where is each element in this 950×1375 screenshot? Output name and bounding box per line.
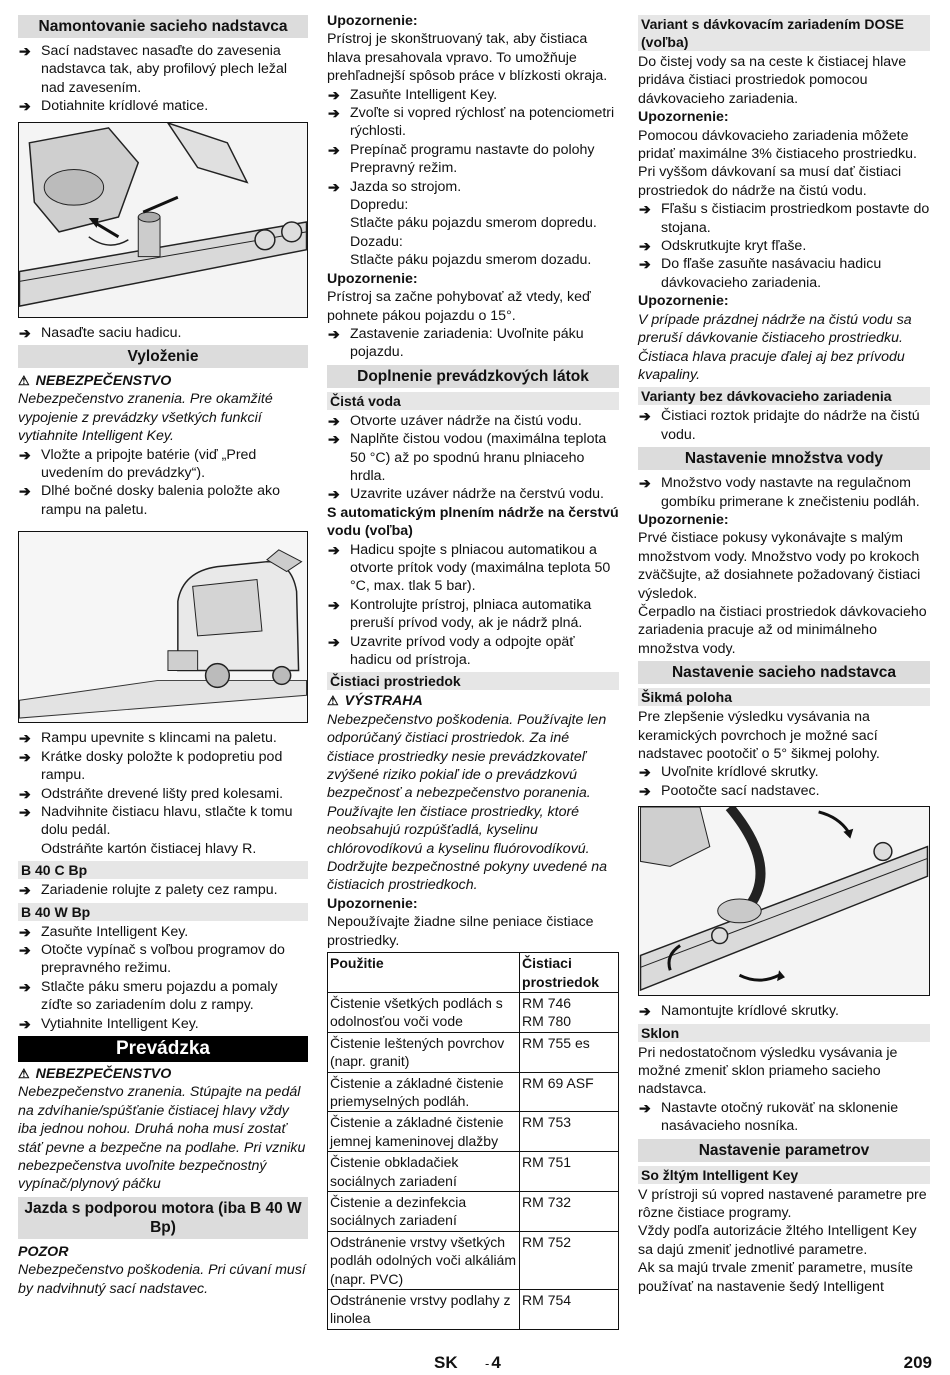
paragraph: Do čistej vody sa na ceste k čistiacej hlave pridáva čistiaci prostriedok pomocou dávkovacieho zariadenia. bbox=[638, 54, 907, 107]
note-title: Upozornenie: bbox=[638, 109, 729, 126]
step-text: Vložte a pripojte batérie (viď „Pred uvedením do prevádzky“). bbox=[41, 446, 257, 482]
usage-cell: Čistenie obkladačiek sociálnych zariadení bbox=[328, 1152, 520, 1192]
danger-title: NEBEZPEČENSTVO bbox=[35, 373, 172, 390]
figure-suction-mount bbox=[18, 122, 308, 318]
step-text: Nastavte otočný rukoväť na sklonenie nasávacieho nosníka. bbox=[661, 1099, 899, 1135]
step bbox=[18, 748, 308, 785]
step bbox=[638, 763, 930, 781]
usage-cell: Čistenie a dezinfekcia sociálnych zariadení bbox=[328, 1191, 520, 1231]
heading-fill: Doplnenie prevádzkových látok bbox=[327, 365, 619, 388]
step-text: Zasuňte Intelligent Key. bbox=[41, 923, 189, 940]
arrow-icon: ➔ bbox=[328, 412, 340, 429]
step bbox=[638, 1002, 930, 1020]
step bbox=[327, 86, 619, 104]
step bbox=[18, 324, 308, 342]
table-row bbox=[328, 992, 619, 1032]
step bbox=[638, 1099, 930, 1136]
usage-cell: Čistenie a základné čistenie jemnej kameninovej dlažby bbox=[328, 1112, 520, 1152]
warning-icon: ⚠ bbox=[18, 1065, 30, 1081]
detergent-cell: RM 752 bbox=[520, 1231, 619, 1289]
danger-text: Nebezpečenstvo zranenia. Pre okamžité vypojenie z prevádzky všetkých funkcií vytiahnite Intelligent Key. bbox=[18, 391, 273, 445]
step bbox=[638, 782, 930, 800]
heading-mount: Namontovanie sacieho nadstavca bbox=[18, 15, 308, 38]
heading-operation: Prevádzka bbox=[18, 1036, 308, 1062]
arrow-icon: ➔ bbox=[19, 882, 31, 899]
step-text: Hadicu spojte s plniacou automatikou a otvorte prítok vody (maximálna teplota 50 °C, max. tlak 5 bar). bbox=[350, 541, 611, 595]
arrow-icon: ➔ bbox=[639, 201, 651, 218]
step-text: Otočte vypínač s voľbou programov do prepravného režimu. bbox=[41, 941, 285, 977]
step bbox=[327, 633, 619, 670]
step-text: Otvorte uzáver nádrže na čistú vodu. bbox=[350, 412, 582, 429]
detergent-cell: RM 746 RM 780 bbox=[520, 992, 619, 1032]
section-page bbox=[485, 1354, 501, 1373]
figure-suction-rotate-drawing bbox=[639, 807, 929, 995]
step-text: Rampu upevnite s klincami na paletu. bbox=[41, 730, 277, 747]
arrow-icon: ➔ bbox=[19, 803, 31, 820]
step-text: Vytiahnite Intelligent Key. bbox=[41, 1015, 199, 1032]
table-row bbox=[328, 1231, 619, 1289]
detergent-cell: RM 755 es bbox=[520, 1032, 619, 1072]
step bbox=[18, 97, 308, 115]
warning-icon: ⚠ bbox=[18, 373, 30, 389]
arrow-icon: ➔ bbox=[328, 486, 340, 503]
arrow-icon: ➔ bbox=[328, 431, 340, 448]
detergent-table bbox=[327, 952, 619, 1330]
step-text: Jazda so strojom. bbox=[350, 178, 462, 195]
arrow-icon: ➔ bbox=[328, 178, 340, 195]
arrow-icon: ➔ bbox=[19, 941, 31, 958]
note-text: Čerpadlo na čistiaci prostriedok dávkovacieho zariadenia pracuje až od minimálneho množstva vody. bbox=[638, 603, 927, 657]
step bbox=[638, 237, 930, 255]
arrow-icon: ➔ bbox=[639, 238, 651, 255]
step-text: Fľašu s čistiacim prostriedkom postavte do stojana. bbox=[661, 201, 930, 236]
note-text: Prístroj je skonštruovaný tak, aby čistiaca hlava presahovala vpravo. To umožňuje prehľadnejší spôsob práce v blízkosti okraja. bbox=[327, 31, 608, 85]
figure-suction-mount-drawing bbox=[19, 123, 307, 317]
heading-suction-setting: Nastavenie sacieho nadstavca bbox=[638, 661, 930, 684]
step bbox=[327, 596, 619, 633]
step-text: Dotiahnite krídlové matice. bbox=[41, 98, 209, 115]
arrow-icon: ➔ bbox=[19, 98, 31, 115]
warning-icon: ⚠ bbox=[327, 693, 339, 709]
figure-suction-rotate bbox=[638, 806, 930, 996]
step-text: Odstráňte drevené lišty pred kolesami. bbox=[41, 785, 284, 802]
step bbox=[18, 785, 308, 803]
step-text: Odskrutkujte kryt fľaše. bbox=[661, 238, 807, 255]
arrow-icon: ➔ bbox=[19, 1015, 31, 1032]
arrow-icon: ➔ bbox=[19, 785, 31, 802]
heading-no-dose: Varianty bez dávkovacieho zariadenia bbox=[638, 387, 930, 405]
step bbox=[18, 941, 308, 978]
step bbox=[18, 1015, 308, 1033]
table-row bbox=[328, 1152, 619, 1192]
backward-label: Dozadu: bbox=[350, 233, 403, 250]
step-text: Nasaďte saciu hadicu. bbox=[41, 324, 182, 341]
column-1 bbox=[18, 12, 308, 1298]
arrow-icon: ➔ bbox=[19, 730, 31, 747]
danger-heading bbox=[18, 1065, 308, 1083]
page-dash: - bbox=[485, 1356, 490, 1371]
step-text: Pootočte sací nadstavec. bbox=[661, 782, 820, 799]
step bbox=[638, 407, 930, 444]
arrow-icon: ➔ bbox=[328, 86, 340, 103]
detergent-cell: RM 732 bbox=[520, 1191, 619, 1231]
step bbox=[18, 42, 308, 97]
heading-motor-drive: Jazda s podporou motora (iba B 40 W Bp) bbox=[18, 1197, 308, 1239]
arrow-icon: ➔ bbox=[328, 596, 340, 613]
step bbox=[638, 200, 930, 237]
step bbox=[327, 325, 619, 362]
step-text: Zasuňte Intelligent Key. bbox=[350, 86, 498, 103]
danger-text: Nebezpečenstvo zranenia. Stúpajte na pedál na zdvíhanie/spúšťanie čistiacej hlavy vždy iba jednou nohou. Druhá noha musí zostať stáť pevne a bezpečne na podlahe. Pri vzniku nebezpečenstva uvoľnite bezpečnostný vypínač/plynový páčku bbox=[18, 1084, 306, 1193]
arrow-icon: ➔ bbox=[19, 483, 31, 500]
note-title: Upozornenie: bbox=[638, 293, 729, 310]
step bbox=[638, 474, 930, 511]
heading-unload: Vyloženie bbox=[18, 345, 308, 368]
heading-yellow-key: So žltým Intelligent Key bbox=[638, 1166, 930, 1184]
arrow-icon: ➔ bbox=[639, 475, 651, 492]
table-header-row bbox=[328, 953, 619, 993]
arrow-icon: ➔ bbox=[639, 782, 651, 799]
arrow-icon: ➔ bbox=[328, 633, 340, 650]
note-title: Upozornenie: bbox=[327, 13, 418, 29]
step-text: Do fľaše zasuňte nasávaciu hadicu dávkovacieho zariadenia. bbox=[661, 256, 882, 291]
danger-heading bbox=[18, 372, 308, 390]
column-header: Použitie bbox=[328, 953, 520, 993]
arrow-icon: ➔ bbox=[328, 325, 340, 342]
arrow-icon: ➔ bbox=[639, 764, 651, 781]
column-3 bbox=[638, 12, 930, 1296]
step-continuation: Odstráňte kartón čistiacej hlavy R. bbox=[41, 840, 257, 857]
auto-fill-title: S automatickým plnením nádrže na čerstvú vodu (voľba) bbox=[327, 504, 619, 540]
paragraph: V prístroji sú vopred nastavené parametre pre rôzne čistiace programy. bbox=[638, 1186, 927, 1222]
column-header: Čistiaci prostriedok bbox=[520, 953, 619, 993]
step-text: Stlačte páku smeru pojazdu a pomaly zíďte so zariadením dolu z rampy. bbox=[41, 978, 278, 1014]
step bbox=[327, 104, 619, 141]
step-text: Zastavenie zariadenia: Uvoľnite páku pojazdu. bbox=[350, 325, 584, 361]
step-text: Naplňte čistou vodou (maximálna teplota 50 °C) až po spodnú hranu plniaceho hrdla. bbox=[350, 431, 607, 484]
heading-detergent: Čistiaci prostriedok bbox=[327, 672, 619, 690]
paragraph: Pri nedostatočnom výsledku vysávania je možné zmeniť sklon priameho sacieho nadstavca. bbox=[638, 1044, 898, 1098]
figure-machine-ramp bbox=[18, 531, 308, 723]
detergent-cell: RM 754 bbox=[520, 1290, 619, 1330]
step bbox=[327, 485, 619, 503]
caution-text: Nebezpečenstvo poškodenia. Pri cúvaní musí by nadvihnutý sací nadstavec. bbox=[18, 1262, 306, 1297]
forward-text: Stlačte páku pojazdu smerom dopredu. bbox=[350, 215, 597, 232]
table-row bbox=[328, 1032, 619, 1072]
step-text: Krátke dosky položte k podopretiu pod rampu. bbox=[41, 748, 283, 784]
table-row bbox=[328, 1290, 619, 1330]
usage-cell: Čistenie a základné čistenie priemyselných podláh. bbox=[328, 1072, 520, 1112]
detergent-cell: RM 753 bbox=[520, 1112, 619, 1152]
paragraph: Vždy podľa autorizácie žltého Intelligent Key sa dajú zmeniť jednotlivé parametre. bbox=[638, 1223, 917, 1258]
step-text: Čistiaci roztok pridajte do nádrže na čistú vodu. bbox=[661, 408, 920, 443]
column-2 bbox=[327, 12, 619, 1330]
step-text: Uvoľnite krídlové skrutky. bbox=[661, 764, 819, 781]
warning-text: Nebezpečenstvo poškodenia. Používajte len odporúčaný čistiaci prostriedok. Za iné čistiace prostriedky nesie prevádzkovateľ zvýšené riziko pokiaľ ide o prevádzkovú bezpečnosť a nebezpečenstvo poranenia. Používajte len čistiace prostriedky, ktoré neobsahujú rozpúšťadlá, kyselinu chlórovodíkovú a kyselinu fluórovodíkovú. Dodržujte bezpečnostné pokyny uvedené na čistiacich prostriedkoch. bbox=[327, 711, 608, 894]
warning-title: VÝSTRAHA bbox=[344, 693, 423, 710]
detergent-cell: RM 69 ASF bbox=[520, 1072, 619, 1112]
arrow-icon: ➔ bbox=[19, 324, 31, 341]
step-text: Sací nadstavec nasaďte do zavesenia nadstavca tak, aby profilový plech ležal nad zavesením. bbox=[41, 43, 288, 96]
arrow-icon: ➔ bbox=[328, 141, 340, 158]
step-text: Kontrolujte prístroj, plniaca automatika preruší prívod vody, ak je nádrž plná. bbox=[350, 596, 592, 632]
note-title: Upozornenie: bbox=[638, 511, 729, 528]
note-text: Pomocou dávkovacieho zariadenia môžete pridať maximálne 3% čistiaceho prostriedku. Pri vyššom dávkovaní sa musí dať čistiaci prostriedok do nádrže na čistú vodu. bbox=[638, 127, 917, 199]
section-page-number: 4 bbox=[491, 1353, 501, 1372]
step bbox=[327, 430, 619, 485]
step-text: Uzavrite uzáver nádrže na čerstvú vodu. bbox=[350, 486, 604, 503]
backward-text: Stlačte páku pojazdu smerom dozadu. bbox=[350, 252, 592, 269]
step bbox=[18, 923, 308, 941]
heading-b40c: B 40 C Bp bbox=[18, 861, 308, 879]
note-text: Prvé čistiace pokusy vykonávajte s malým množstvom vody. Množstvo vody po krokoch zväčšujte, až dosiahnete požadovaný čistiaci výsledok. bbox=[638, 530, 921, 602]
note-text: Nepoužívajte žiadne silne peniace čistiace prostriedky. bbox=[327, 914, 594, 949]
paragraph: Pre zlepšenie výsledku vysávania na keramických povrchoch je možné sací nadstavec pootočiť o 5° šikmej polohy. bbox=[638, 709, 880, 762]
usage-cell: Čistenie leštených povrchov (napr. granit) bbox=[328, 1032, 520, 1072]
arrow-icon: ➔ bbox=[19, 43, 31, 59]
step bbox=[18, 482, 308, 519]
step bbox=[638, 255, 930, 292]
arrow-icon: ➔ bbox=[19, 446, 31, 463]
arrow-icon: ➔ bbox=[328, 541, 340, 558]
heading-parameters: Nastavenie parametrov bbox=[638, 1139, 930, 1162]
step bbox=[18, 881, 308, 899]
table-row bbox=[328, 1191, 619, 1231]
step bbox=[327, 141, 619, 178]
step bbox=[18, 729, 308, 747]
step-text: Namontujte krídlové skrutky. bbox=[661, 1003, 839, 1020]
arrow-icon: ➔ bbox=[19, 923, 31, 940]
paragraph: Ak sa majú trvale zmeniť parametre, musíte používať na nastavenie šedý Intelligent bbox=[638, 1260, 913, 1295]
step bbox=[18, 446, 308, 483]
step-text: Zvoľte si vopred rýchlosť na potenciometri rýchlosti. bbox=[350, 105, 615, 140]
step-text: Množstvo vody nastavte na regulačnom gombíku primerane k znečisteniu podláh. bbox=[661, 475, 920, 510]
heading-water: Čistá voda bbox=[327, 392, 619, 410]
usage-cell: Čistenie všetkých podlách s odolnosťou voči vode bbox=[328, 992, 520, 1032]
arrow-icon: ➔ bbox=[19, 748, 31, 765]
language-code: SK bbox=[434, 1353, 458, 1372]
heading-oblique: Šikmá poloha bbox=[638, 688, 930, 706]
arrow-icon: ➔ bbox=[639, 408, 651, 425]
arrow-icon: ➔ bbox=[639, 1099, 651, 1116]
arrow-icon: ➔ bbox=[639, 256, 651, 273]
note-title: Upozornenie: bbox=[327, 270, 418, 287]
table-row bbox=[328, 1112, 619, 1152]
heading-b40w: B 40 W Bp bbox=[18, 903, 308, 921]
figure-machine-ramp-drawing bbox=[19, 532, 307, 722]
step-text: Uzavrite prívod vody a odpojte opäť hadicu od prístroja. bbox=[350, 633, 575, 668]
page-footer bbox=[0, 1354, 950, 1375]
step bbox=[327, 412, 619, 430]
table-row bbox=[328, 1072, 619, 1112]
arrow-icon: ➔ bbox=[328, 105, 340, 122]
arrow-icon: ➔ bbox=[639, 1003, 651, 1020]
page-number: 209 bbox=[903, 1353, 932, 1372]
usage-cell: Odstránenie vrstvy podlahy z linolea bbox=[328, 1290, 520, 1330]
heading-dose: Variant s dávkovacím zariadením DOSE (voľba) bbox=[638, 15, 930, 51]
caution-title: POZOR bbox=[18, 1243, 69, 1260]
step bbox=[18, 803, 308, 840]
step-text: Zariadenie rolujte z palety cez rampu. bbox=[41, 882, 278, 899]
step-text: Dlhé bočné dosky balenia položte ako rampu na paletu. bbox=[41, 483, 280, 518]
detergent-cell: RM 751 bbox=[520, 1152, 619, 1192]
heading-water-amount: Nastavenie množstva vody bbox=[638, 447, 930, 470]
note-title: Upozornenie: bbox=[327, 895, 418, 912]
forward-label: Dopredu: bbox=[350, 197, 409, 214]
heading-tilt: Sklon bbox=[638, 1024, 930, 1042]
step bbox=[18, 978, 308, 1015]
danger-title: NEBEZPEČENSTVO bbox=[35, 1065, 172, 1082]
usage-cell: Odstránenie vrstvy všetkých podláh odolných voči alkáliám (napr. PVC) bbox=[328, 1231, 520, 1289]
arrow-icon: ➔ bbox=[19, 978, 31, 995]
note-text: V prípade prázdnej nádrže na čistú vodu sa preruší dávkovanie čistiaceho prostriedku. Čistiaca hlava pracuje ďalej aj bez prívodu kvapaliny. bbox=[638, 311, 912, 383]
note-text: Prístroj sa začne pohybovať až vtedy, keď pohnete pákou pojazdu o 15°. bbox=[327, 289, 591, 324]
step bbox=[327, 541, 619, 596]
step-text: Prepínač programu nastavte do polohy Prepravný režim. bbox=[350, 141, 595, 177]
warning-heading bbox=[327, 692, 619, 710]
step-text: Nadvihnite čistiacu hlavu, stlačte k tomu dolu pedál. bbox=[41, 803, 293, 839]
step bbox=[327, 178, 619, 196]
